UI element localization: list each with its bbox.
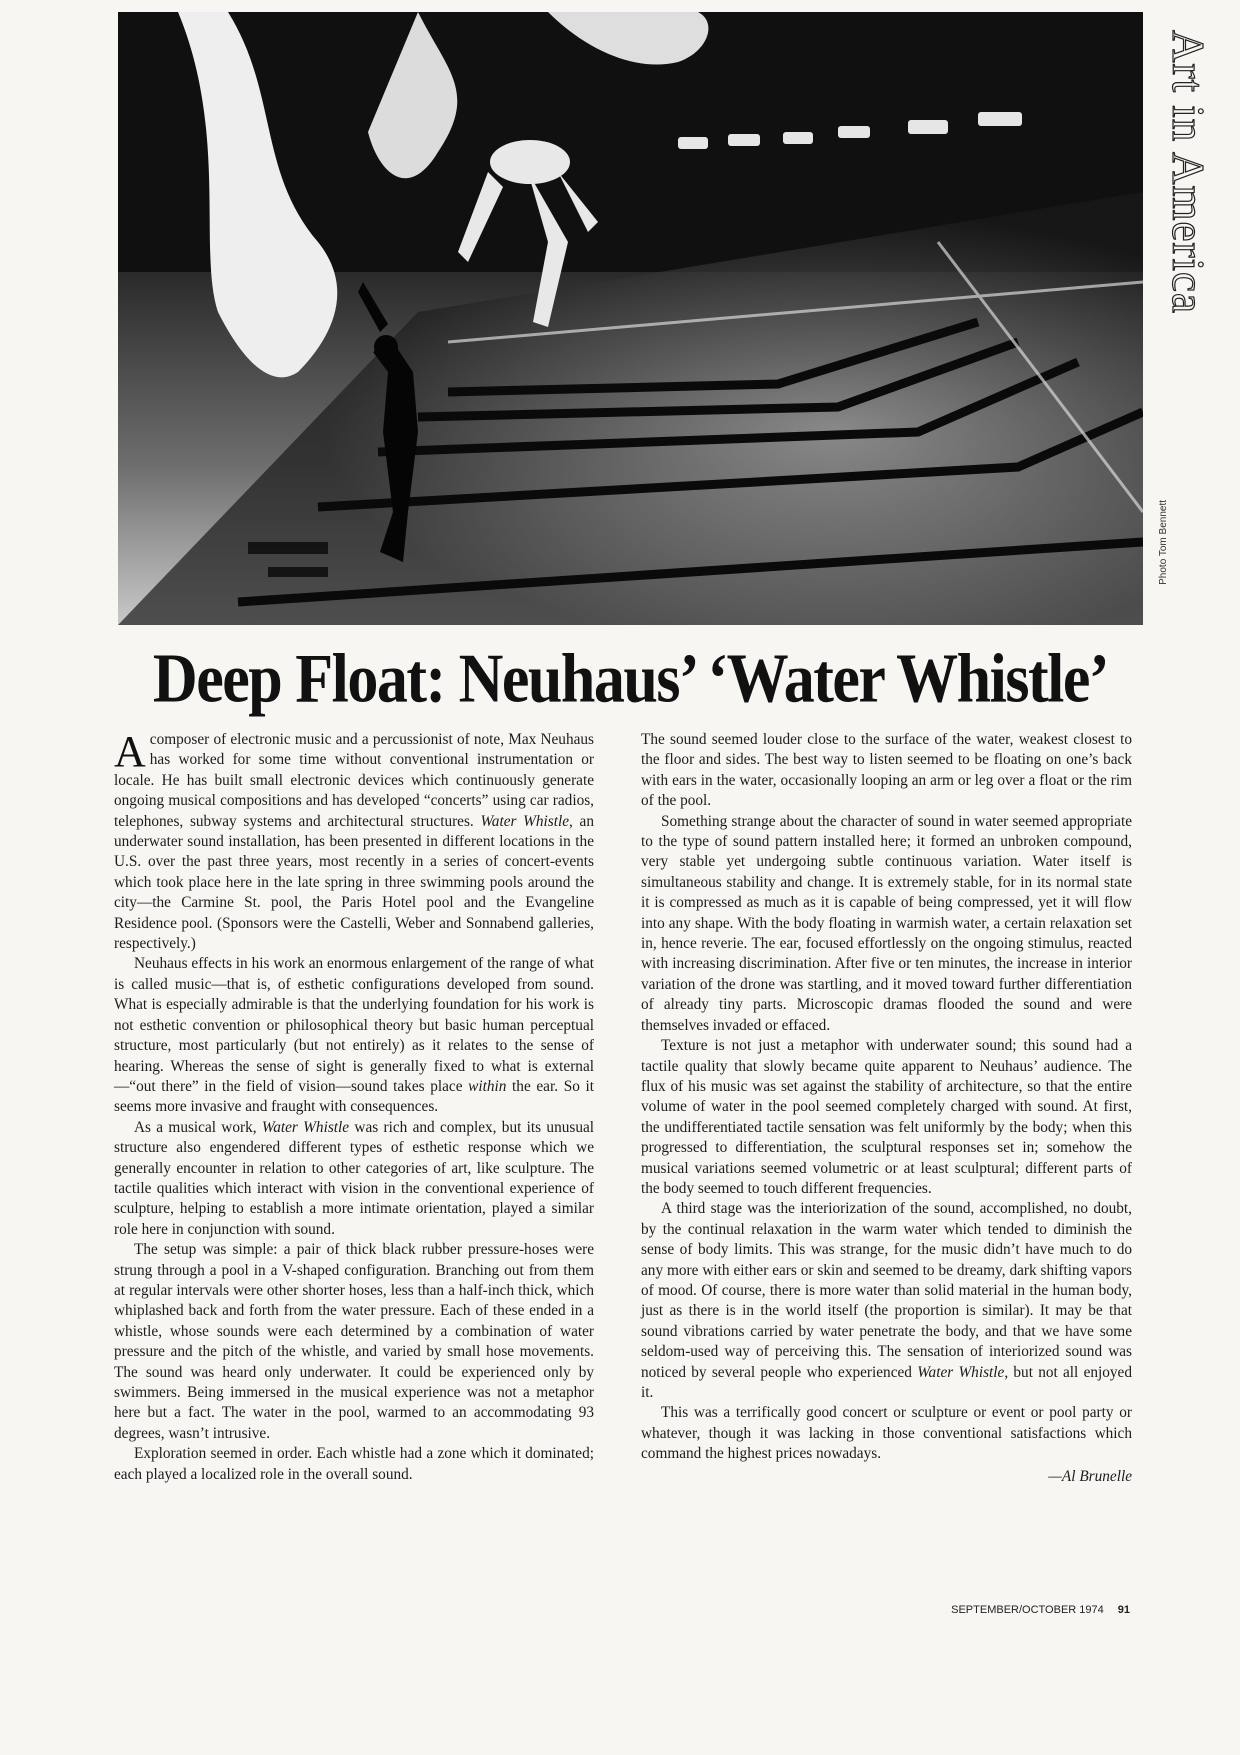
article-paragraph (641, 1036, 1132, 1199)
article-paragraph (114, 1444, 594, 1485)
article-paragraph (641, 1199, 1132, 1403)
page-footer (930, 1604, 1130, 1616)
article-column-right (641, 730, 1132, 1487)
article-column-left (114, 727, 595, 1485)
paragraph-text: Neuhaus effects in his work an enormous enlargement of the range of what is called music—that is, of esthetic configurations developed from sound. What is especially admirable is that the underlying foundation for his work is not esthetic convention or philosophical theory but basic human perceptual structure, most particularly (but not entirely) as it relates to the sense of hearing. Whereas the sense of sight is generally fixed to what is external—“out there” in the field of vision—sound takes place (114, 955, 594, 1095)
pool-photo-illustration (118, 12, 1143, 625)
paragraph-text: Something strange about the character of sound in water seemed appropriate to the type of sound pattern installed here; it formed an unbroken compound, very stable yet undergoing subtle continuous variation. Water itself is simultaneous stability and change. It is extremely stable, for in its normal state it is compressed as much as it is capable of being compressed, yet it will flow into any shape. With the body floating in warmish water, a certain relaxation set in, hence reverie. The ear, focused effortlessly on the ongoing stimulus, reacted with increasing discrimination. After five or ten minutes, the increase in interior variation of the drone was startling, and it moved toward further differentiation of already tiny parts. Microscopic dramas flooded the sound and were themselves invaded or effaced. (641, 812, 1132, 1034)
drop-cap: A (114, 727, 146, 776)
article-paragraph (641, 1403, 1132, 1464)
paragraph-text: , but not all enjoyed it. (641, 1363, 1132, 1401)
paragraph-text: Texture is not just a metaphor with underwater sound; this sound had a tactile quality that slowly became quite apparent to Neuhaus’ audience. The flux of his music was set against the stability of architecture, so that the entire volume of water in the pool seemed completely charged with sound. At first, the undifferentiated tactile sensation was felt uniformly by the body; when this progressed to differentiation, the sculptural responses set in; somehow the musical variations seemed volumetric or at least sculptural; different parts of the body seemed to touch different frequencies. (641, 1037, 1132, 1197)
article-paragraph (641, 812, 1132, 1036)
italic-title: Water Whistle (480, 812, 570, 830)
section-title (1163, 30, 1213, 370)
article-photo (118, 12, 1143, 625)
italic-title: Water Whistle (917, 1363, 1005, 1381)
article-paragraph (114, 1240, 594, 1444)
paragraph-text: , an underwater sound installation, has been presented in different locations in the U.S. over the past three years, most recently in a series of concert-events which took place here in the late spring in three swimming pools around the city—the Carmine St. pool, the Paris Hotel pool and the Evangeline Residence pool. (Sponsors were the Castelli, Weber and Sonnabend galleries, respectively.) (114, 812, 594, 953)
paragraph-text: The setup was simple: a pair of thick black rubber pressure-hoses were strung through a pool in a V-shaped configuration. Branching out from them at regular intervals were other shorter hoses, less than a half-inch thick, which whiplashed back and forth from the water pressure. Each of these ended in a whistle, whose sounds were each determined by a combination of water pressure and the pitch of the whistle, and varied by small hose movements. The sound was heard only underwater. It could be experienced only by swimmers. Being immersed in the musical experience was not a metaphor here but a fact. The water in the pool, warmed to an accommodating 93 degrees, wasn’t intrusive. (114, 1241, 594, 1442)
article-paragraph (114, 954, 594, 1117)
article-title: Deep Float: Neuhaus’ ‘Water Whistle’ (152, 640, 1109, 718)
photo-credit (1158, 500, 1172, 630)
author-signature: —Al Brunelle (1048, 1467, 1132, 1485)
paragraph-text: A third stage was the interiorization of the sound, accomplished, no doubt, by the continual relaxation in the warm water which tended to diminish the sense of body limits. This was strange, for the music didn’t have much to do any more with either ears or skin and seemed to be dreamy, dark shifting vapors of mood. Of course, there is more water than solid material in the human body, just as there is in the world itself (the proportion is similar). It may be that sound vibrations carried by water penetrate the body, and that we have some seldom-used way of perceiving this. The sensation of interiorized sound was noticed by several people who experienced (641, 1200, 1132, 1381)
paragraph-text: This was a terrifically good concert or sculpture or event or pool party or whatever, though it was lacking in those conventional satisfactions which command the highest prices nowadays. (641, 1404, 1132, 1463)
italic-title: within (468, 1077, 507, 1095)
article-paragraph (641, 730, 1132, 812)
paragraph-text: the ear. So it seems more invasive and fraught with consequences. (114, 1077, 595, 1116)
paragraph-text: was rich and complex, but its unusual structure also engendered different types of esthetic response which we generally encounter in relation to other categories of art, like sculpture. The tactile qualities which interact with vision in the conventional experience of sculpture, helping to establish a more intimate orientation, played a similar role here in conjunction with sound. (114, 1118, 595, 1238)
section-title-text: Art in America (1163, 30, 1213, 314)
page-number: 91 (1117, 1604, 1130, 1616)
italic-title: Water Whistle (261, 1118, 350, 1136)
paragraph-text: As a musical work, (134, 1118, 262, 1136)
article-paragraph (114, 727, 594, 954)
paragraph-text: Exploration seemed in order. Each whistle had a zone which it dominated; each played a localized role in the overall sound. (114, 1445, 594, 1483)
paragraph-text: The sound seemed louder close to the surface of the water, weakest closest to the floor and sides. The best way to listen seemed to be floating on one’s back with ears in the water, occasionally looping an arm or leg over a float or the rim of the pool. (641, 731, 1132, 810)
article-paragraph (114, 1118, 594, 1240)
photo-credit-text: Photo Tom Bennett (1158, 500, 1169, 585)
paragraph-text: composer of electronic music and a percussionist of note, Max Neuhaus has worked for some time without conventional instrumentation or locale. He has built small electronic devices which continuously generate ongoing musical compositions and has developed “concerts” using car radios, telephones, subway systems and architectural structures. (114, 731, 594, 830)
issue-date: SEPTEMBER/OCTOBER 1974 (951, 1604, 1104, 1616)
